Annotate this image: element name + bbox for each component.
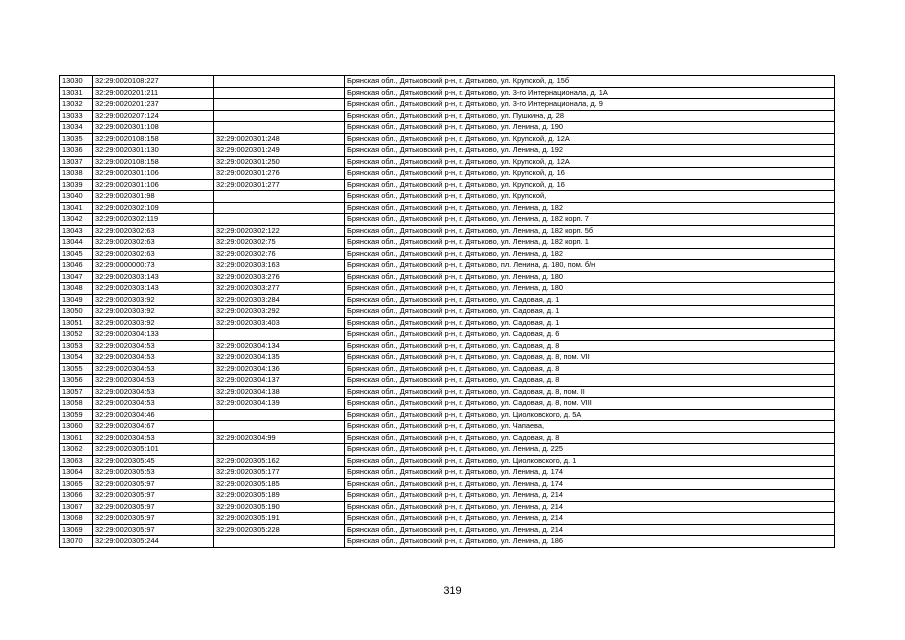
table-row — [60, 444, 835, 456]
table-row — [60, 87, 835, 99]
table-row — [60, 168, 835, 180]
record-number-cell: 13062 — [60, 444, 93, 456]
address-cell: Брянская обл., Дятьковский р-н, г. Дятьково, ул. Крупской, д. 15б — [345, 76, 835, 88]
object-cadastral-number-cell: 32:29:0020303:276 — [214, 271, 345, 283]
object-cadastral-number-cell — [214, 409, 345, 421]
address-cell: Брянская обл., Дятьковский р-н, г. Дятьково, ул. Ленина, д. 180 — [345, 283, 835, 295]
object-cadastral-number-cell: 32:29:0020303:284 — [214, 294, 345, 306]
object-cadastral-number-cell — [214, 214, 345, 226]
object-cadastral-number-cell: 32:29:0020305:177 — [214, 467, 345, 479]
cadastral-number-cell: 32:29:0020302:63 — [93, 225, 214, 237]
object-cadastral-number-cell: 32:29:0020305:189 — [214, 490, 345, 502]
cadastral-number-cell: 32:29:0020304:67 — [93, 421, 214, 433]
record-number-cell: 13049 — [60, 294, 93, 306]
table-row — [60, 421, 835, 433]
table-row — [60, 225, 835, 237]
record-number-cell: 13047 — [60, 271, 93, 283]
address-cell: Брянская обл., Дятьковский р-н, г. Дятьково, ул. 3-го Интернационала, д. 1А — [345, 87, 835, 99]
table-row — [60, 455, 835, 467]
table-row — [60, 490, 835, 502]
record-number-cell: 13033 — [60, 110, 93, 122]
record-number-cell: 13048 — [60, 283, 93, 295]
record-number-cell: 13070 — [60, 536, 93, 548]
table-row — [60, 363, 835, 375]
address-cell: Брянская обл., Дятьковский р-н, г. Дятьково, ул. Крупской, — [345, 191, 835, 203]
record-number-cell: 13040 — [60, 191, 93, 203]
object-cadastral-number-cell: 32:29:0020301:277 — [214, 179, 345, 191]
record-number-cell: 13060 — [60, 421, 93, 433]
table-row — [60, 110, 835, 122]
object-cadastral-number-cell — [214, 202, 345, 214]
record-number-cell: 13031 — [60, 87, 93, 99]
cadastral-number-cell: 32:29:0000000:73 — [93, 260, 214, 272]
record-number-cell: 13043 — [60, 225, 93, 237]
table-row — [60, 524, 835, 536]
table-row — [60, 432, 835, 444]
address-cell: Брянская обл., Дятьковский р-н, г. Дятьково, ул. Садовая, д. 8 — [345, 432, 835, 444]
cadastral-number-cell: 32:29:0020304:53 — [93, 386, 214, 398]
table-row — [60, 133, 835, 145]
table-row — [60, 202, 835, 214]
record-number-cell: 13061 — [60, 432, 93, 444]
object-cadastral-number-cell: 32:29:0020304:139 — [214, 398, 345, 410]
table-row — [60, 467, 835, 479]
address-cell: Брянская обл., Дятьковский р-н, г. Дятьково, ул. Крупской, д. 16 — [345, 179, 835, 191]
object-cadastral-number-cell: 32:29:0020305:191 — [214, 513, 345, 525]
table-row — [60, 409, 835, 421]
object-cadastral-number-cell — [214, 536, 345, 548]
address-cell: Брянская обл., Дятьковский р-н, г. Дятьково, ул. Крупской, д. 12А — [345, 133, 835, 145]
record-number-cell: 13069 — [60, 524, 93, 536]
address-cell: Брянская обл., Дятьковский р-н, г. Дятьково, ул. Садовая, д. 8 — [345, 375, 835, 387]
address-cell: Брянская обл., Дятьковский р-н, г. Дятьково, ул. Ленина, д. 182 — [345, 248, 835, 260]
cadastral-number-cell: 32:29:0020304:133 — [93, 329, 214, 341]
table-row — [60, 352, 835, 364]
cadastral-number-cell: 32:29:0020305:101 — [93, 444, 214, 456]
object-cadastral-number-cell: 32:29:0020301:250 — [214, 156, 345, 168]
address-cell: Брянская обл., Дятьковский р-н, г. Дятьково, ул. Циолковского, д. 1 — [345, 455, 835, 467]
table-row — [60, 237, 835, 249]
cadastral-number-cell: 32:29:0020301:106 — [93, 168, 214, 180]
record-number-cell: 13065 — [60, 478, 93, 490]
record-number-cell: 13037 — [60, 156, 93, 168]
address-cell: Брянская обл., Дятьковский р-н, г. Дятьково, ул. Ленина, д. 214 — [345, 524, 835, 536]
table-row — [60, 340, 835, 352]
cadastral-number-cell: 32:29:0020305:97 — [93, 524, 214, 536]
cadastral-number-cell: 32:29:0020301:130 — [93, 145, 214, 157]
address-cell: Брянская обл., Дятьковский р-н, г. Дятьково, ул. Ленина, д. 182 — [345, 202, 835, 214]
property-register-table — [59, 75, 835, 548]
cadastral-number-cell: 32:29:0020305:97 — [93, 490, 214, 502]
cadastral-number-cell: 32:29:0020305:97 — [93, 501, 214, 513]
object-cadastral-number-cell: 32:29:0020303:277 — [214, 283, 345, 295]
record-number-cell: 13044 — [60, 237, 93, 249]
object-cadastral-number-cell: 32:29:0020301:276 — [214, 168, 345, 180]
cadastral-number-cell: 32:29:0020302:119 — [93, 214, 214, 226]
object-cadastral-number-cell: 32:29:0020303:292 — [214, 306, 345, 318]
table-row — [60, 122, 835, 134]
object-cadastral-number-cell — [214, 122, 345, 134]
cadastral-number-cell: 32:29:0020304:46 — [93, 409, 214, 421]
table-row — [60, 76, 835, 88]
cadastral-number-cell: 32:29:0020304:53 — [93, 352, 214, 364]
record-number-cell: 13068 — [60, 513, 93, 525]
cadastral-number-cell: 32:29:0020207:124 — [93, 110, 214, 122]
table-row — [60, 398, 835, 410]
record-number-cell: 13035 — [60, 133, 93, 145]
table-row — [60, 536, 835, 548]
object-cadastral-number-cell: 32:29:0020305:185 — [214, 478, 345, 490]
record-number-cell: 13055 — [60, 363, 93, 375]
table-row — [60, 99, 835, 111]
address-cell: Брянская обл., Дятьковский р-н, г. Дятьково, ул. Циолковского, д. 5А — [345, 409, 835, 421]
address-cell: Брянская обл., Дятьковский р-н, г. Дятьково, ул. Садовая, д. 1 — [345, 306, 835, 318]
record-number-cell: 13064 — [60, 467, 93, 479]
record-number-cell: 13030 — [60, 76, 93, 88]
cadastral-number-cell: 32:29:0020303:92 — [93, 306, 214, 318]
cadastral-number-cell: 32:29:0020305:53 — [93, 467, 214, 479]
record-number-cell: 13038 — [60, 168, 93, 180]
object-cadastral-number-cell: 32:29:0020301:248 — [214, 133, 345, 145]
cadastral-number-cell: 32:29:0020305:244 — [93, 536, 214, 548]
address-cell: Брянская обл., Дятьковский р-н, г. Дятьково, ул. Ленина, д. 182 корп. 5б — [345, 225, 835, 237]
address-cell: Брянская обл., Дятьковский р-н, г. Дятьково, ул. Пушкина, д. 28 — [345, 110, 835, 122]
page-number: 319 — [443, 585, 462, 597]
record-number-cell: 13057 — [60, 386, 93, 398]
record-number-cell: 13059 — [60, 409, 93, 421]
record-number-cell: 13041 — [60, 202, 93, 214]
cadastral-number-cell: 32:29:0020108:158 — [93, 133, 214, 145]
record-number-cell: 13056 — [60, 375, 93, 387]
table-row — [60, 214, 835, 226]
record-number-cell: 13058 — [60, 398, 93, 410]
cadastral-number-cell: 32:29:0020301:106 — [93, 179, 214, 191]
record-number-cell: 13066 — [60, 490, 93, 502]
object-cadastral-number-cell — [214, 99, 345, 111]
record-number-cell: 13051 — [60, 317, 93, 329]
cadastral-number-cell: 32:29:0020108:158 — [93, 156, 214, 168]
address-cell: Брянская обл., Дятьковский р-н, г. Дятьково, ул. Ленина, д. 225 — [345, 444, 835, 456]
address-cell: Брянская обл., Дятьковский р-н, г. Дятьково, ул. Садовая, д. 8, пом. VII — [345, 352, 835, 364]
address-cell: Брянская обл., Дятьковский р-н, г. Дятьково, ул. Садовая, д. 8 — [345, 363, 835, 375]
cadastral-number-cell: 32:29:0020304:53 — [93, 375, 214, 387]
address-cell: Брянская обл., Дятьковский р-н, г. Дятьково, ул. Садовая, д. 8, пом. VIII — [345, 398, 835, 410]
object-cadastral-number-cell: 32:29:0020304:135 — [214, 352, 345, 364]
object-cadastral-number-cell: 32:29:0020303:403 — [214, 317, 345, 329]
cadastral-number-cell: 32:29:0020304:53 — [93, 363, 214, 375]
address-cell: Брянская обл., Дятьковский р-н, г. Дятьково, ул. Садовая, д. 8, пом. II — [345, 386, 835, 398]
cadastral-number-cell: 32:29:0020303:92 — [93, 317, 214, 329]
table-row — [60, 191, 835, 203]
object-cadastral-number-cell: 32:29:0020302:122 — [214, 225, 345, 237]
record-number-cell: 13050 — [60, 306, 93, 318]
table-row — [60, 179, 835, 191]
table-row — [60, 283, 835, 295]
record-number-cell: 13032 — [60, 99, 93, 111]
cadastral-number-cell: 32:29:0020303:143 — [93, 271, 214, 283]
object-cadastral-number-cell — [214, 191, 345, 203]
cadastral-number-cell: 32:29:0020304:53 — [93, 432, 214, 444]
address-cell: Брянская обл., Дятьковский р-н, г. Дятьково, ул. Ленина, д. 214 — [345, 513, 835, 525]
register-table-body — [60, 76, 835, 548]
address-cell: Брянская обл., Дятьковский р-н, г. Дятьково, ул. Ленина, д. 214 — [345, 490, 835, 502]
table-row — [60, 306, 835, 318]
record-number-cell: 13063 — [60, 455, 93, 467]
object-cadastral-number-cell — [214, 329, 345, 341]
address-cell: Брянская обл., Дятьковский р-н, г. Дятьково, пл. Ленина, д. 180, пом. б/н — [345, 260, 835, 272]
object-cadastral-number-cell: 32:29:0020302:76 — [214, 248, 345, 260]
object-cadastral-number-cell: 32:29:0020301:249 — [214, 145, 345, 157]
cadastral-number-cell: 32:29:0020304:53 — [93, 340, 214, 352]
record-number-cell: 13067 — [60, 501, 93, 513]
cadastral-number-cell: 32:29:0020305:97 — [93, 478, 214, 490]
address-cell: Брянская обл., Дятьковский р-н, г. Дятьково, ул. Ленина, д. 186 — [345, 536, 835, 548]
record-number-cell: 13053 — [60, 340, 93, 352]
record-number-cell: 13039 — [60, 179, 93, 191]
cadastral-number-cell: 32:29:0020108:227 — [93, 76, 214, 88]
table-row — [60, 329, 835, 341]
object-cadastral-number-cell — [214, 421, 345, 433]
address-cell: Брянская обл., Дятьковский р-н, г. Дятьково, ул. Ленина, д. 190 — [345, 122, 835, 134]
address-cell: Брянская обл., Дятьковский р-н, г. Дятьково, ул. Ленина, д. 182 корп. 1 — [345, 237, 835, 249]
object-cadastral-number-cell: 32:29:0020305:190 — [214, 501, 345, 513]
table-row — [60, 260, 835, 272]
object-cadastral-number-cell: 32:29:0020304:137 — [214, 375, 345, 387]
table-row — [60, 375, 835, 387]
table-row — [60, 386, 835, 398]
address-cell: Брянская обл., Дятьковский р-н, г. Дятьково, ул. Садовая, д. 1 — [345, 294, 835, 306]
record-number-cell: 13046 — [60, 260, 93, 272]
cadastral-number-cell: 32:29:0020302:63 — [93, 237, 214, 249]
address-cell: Брянская обл., Дятьковский р-н, г. Дятьково, ул. 3-го Интернационала, д. 9 — [345, 99, 835, 111]
object-cadastral-number-cell: 32:29:0020304:99 — [214, 432, 345, 444]
address-cell: Брянская обл., Дятьковский р-н, г. Дятьково, ул. Ленина, д. 214 — [345, 501, 835, 513]
address-cell: Брянская обл., Дятьковский р-н, г. Дятьково, ул. Чапаева, — [345, 421, 835, 433]
cadastral-number-cell: 32:29:0020302:109 — [93, 202, 214, 214]
address-cell: Брянская обл., Дятьковский р-н, г. Дятьково, ул. Ленина, д. 180 — [345, 271, 835, 283]
record-number-cell: 13034 — [60, 122, 93, 134]
object-cadastral-number-cell: 32:29:0020302:75 — [214, 237, 345, 249]
object-cadastral-number-cell: 32:29:0020304:136 — [214, 363, 345, 375]
address-cell: Брянская обл., Дятьковский р-н, г. Дятьково, ул. Садовая, д. 6 — [345, 329, 835, 341]
address-cell: Брянская обл., Дятьковский р-н, г. Дятьково, ул. Ленина, д. 174 — [345, 478, 835, 490]
table-row — [60, 145, 835, 157]
object-cadastral-number-cell — [214, 110, 345, 122]
table-row — [60, 271, 835, 283]
address-cell: Брянская обл., Дятьковский р-н, г. Дятьково, ул. Ленина, д. 174 — [345, 467, 835, 479]
object-cadastral-number-cell — [214, 444, 345, 456]
cadastral-number-cell: 32:29:0020302:63 — [93, 248, 214, 260]
object-cadastral-number-cell: 32:29:0020303:163 — [214, 260, 345, 272]
cadastral-number-cell: 32:29:0020303:92 — [93, 294, 214, 306]
address-cell: Брянская обл., Дятьковский р-н, г. Дятьково, ул. Садовая, д. 1 — [345, 317, 835, 329]
object-cadastral-number-cell: 32:29:0020304:138 — [214, 386, 345, 398]
object-cadastral-number-cell: 32:29:0020305:228 — [214, 524, 345, 536]
cadastral-number-cell: 32:29:0020305:45 — [93, 455, 214, 467]
cadastral-number-cell: 32:29:0020201:211 — [93, 87, 214, 99]
object-cadastral-number-cell: 32:29:0020304:134 — [214, 340, 345, 352]
cadastral-number-cell: 32:29:0020301:108 — [93, 122, 214, 134]
record-number-cell: 13054 — [60, 352, 93, 364]
address-cell: Брянская обл., Дятьковский р-н, г. Дятьково, ул. Ленина, д. 192 — [345, 145, 835, 157]
table-row — [60, 317, 835, 329]
address-cell: Брянская обл., Дятьковский р-н, г. Дятьково, ул. Крупской, д. 16 — [345, 168, 835, 180]
record-number-cell: 13045 — [60, 248, 93, 260]
address-cell: Брянская обл., Дятьковский р-н, г. Дятьково, ул. Ленина, д. 182 корп. 7 — [345, 214, 835, 226]
table-row — [60, 513, 835, 525]
cadastral-number-cell: 32:29:0020304:53 — [93, 398, 214, 410]
table-row — [60, 294, 835, 306]
table-row — [60, 248, 835, 260]
table-row — [60, 156, 835, 168]
object-cadastral-number-cell: 32:29:0020305:162 — [214, 455, 345, 467]
cadastral-number-cell: 32:29:0020201:237 — [93, 99, 214, 111]
cadastral-number-cell: 32:29:0020301:98 — [93, 191, 214, 203]
cadastral-number-cell: 32:29:0020303:143 — [93, 283, 214, 295]
record-number-cell: 13036 — [60, 145, 93, 157]
address-cell: Брянская обл., Дятьковский р-н, г. Дятьково, ул. Крупской, д. 12А — [345, 156, 835, 168]
record-number-cell: 13042 — [60, 214, 93, 226]
table-row — [60, 501, 835, 513]
address-cell: Брянская обл., Дятьковский р-н, г. Дятьково, ул. Садовая, д. 8 — [345, 340, 835, 352]
cadastral-number-cell: 32:29:0020305:97 — [93, 513, 214, 525]
object-cadastral-number-cell — [214, 87, 345, 99]
record-number-cell: 13052 — [60, 329, 93, 341]
table-row — [60, 478, 835, 490]
object-cadastral-number-cell — [214, 76, 345, 88]
